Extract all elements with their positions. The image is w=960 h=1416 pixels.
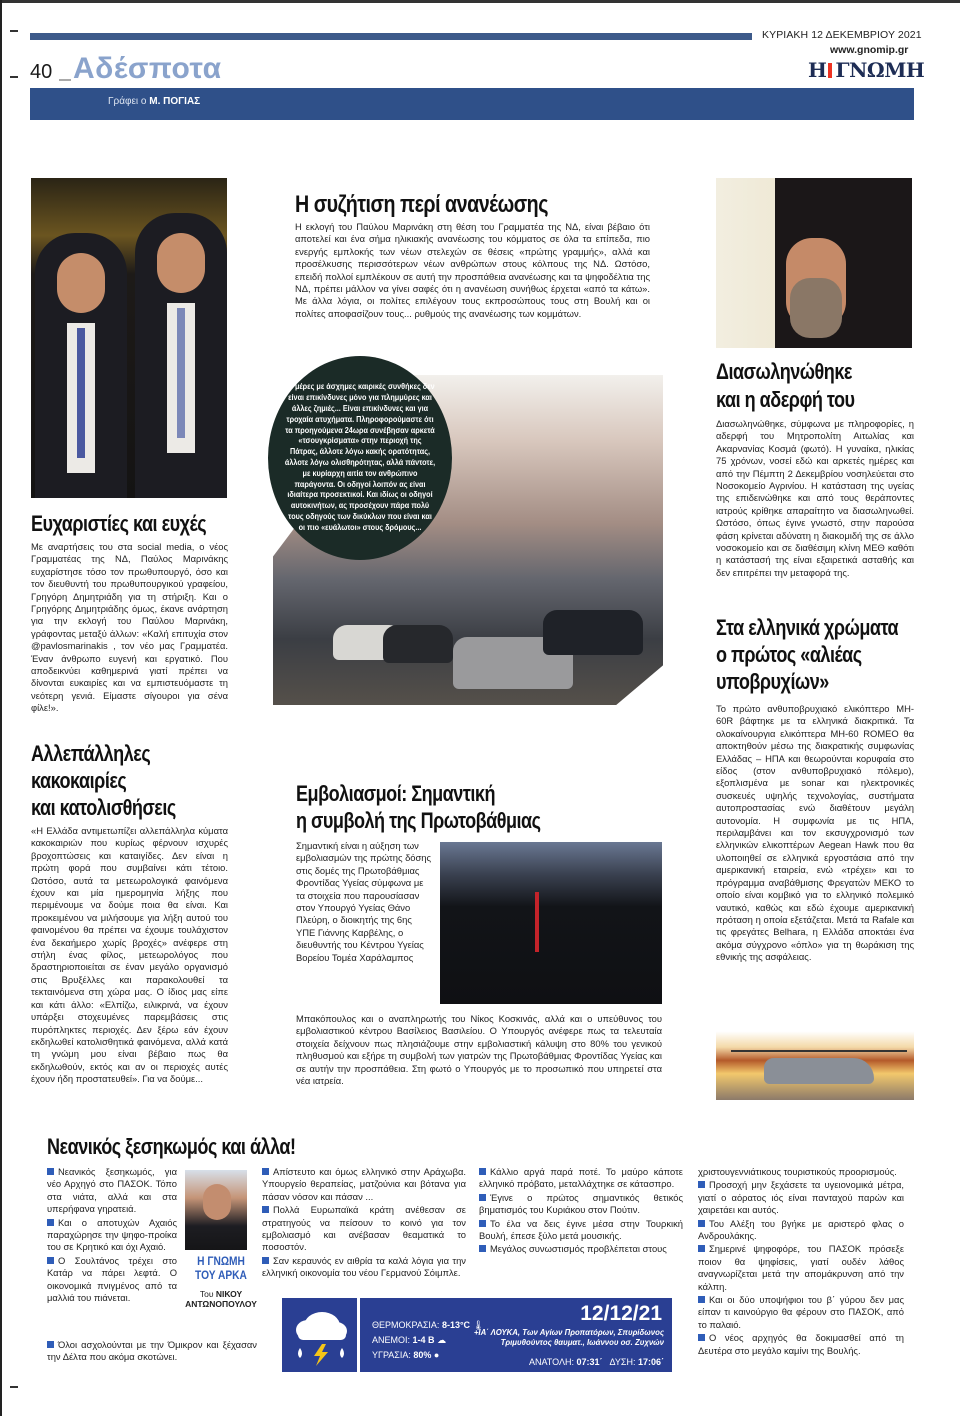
helicopter-body: [764, 1058, 874, 1084]
gossip-col-2: [262, 1166, 466, 1281]
article-landslides-body: «Η Ελλάδα αντιμετωπίζει αλλεπάλληλα κύματα κακοκαιριών που κυρίως φέρνουν ισχυρές βροχοπτώσεις και καταιγίδες. Δεν είναι η πρώτη φορά που συμβαίνει κάτι τέτοιο. Ωστόσο, αυτά τα μετεωρολογικά φαινόμενα έχουν και μία ημερομηνία λήξης που περιμένουμε να δούμε ποια θα είναι. Και προκειμένου να μιλήσουμε για λήξη αυτού του φαινομένου θα πρέπει να έχουμε τουλάχιστον ένα δεκαήμερο χωρίς βροχές» ανέφερε στη στήλη ένας φίλος, μετεωρολόγος που δραστηριοποιείται σε έναν μεγάλο οργανισμό στις Βρυξέλλες και παρακολουθεί τα τεκταινόμενα στη χώρα μας. Ο ίδιος μας είπε και κάτι άλλο: «Ελπίζω, ειλικρινά, να έχουν υπάρξει στοχευμένες παρεμβάσεις στις πυρόπληκτες περιοχές. Δεν ξέρω εάν έχουν εκδηλωθεί κατολισθητικά φαινόμενα, αλλά κατά τη γνώμη μου είναι βέβαιο πως θα εκδηλωθούν, εκτός και αν οι περιοχές αυτές έχουν ήδη προστατευθεί». Για να δούμε...: [31, 825, 228, 1085]
humidity: ΥΓΡΑΣΙΑ: 80% ●: [372, 1350, 440, 1360]
gossip-item: Νεανικός ξεσηκωμός, για νέο Αρχηγό στο ΠΑΣΟΚ. Τόπο στα νιάτα, αλλά και στα υπερήφανα γηρατειά.: [47, 1166, 177, 1215]
crop-mark: [10, 76, 18, 78]
rotor: [731, 1050, 907, 1052]
page-left-edge: [0, 0, 2, 1416]
gossip-col-1-tail: [47, 1339, 257, 1365]
bullet-square-icon: [47, 1257, 54, 1264]
weather-callout-circle: [268, 356, 452, 560]
headline-line: Διασωληνώθηκε: [716, 359, 852, 384]
page-number: 40: [30, 61, 53, 83]
bullet-square-icon: [262, 1168, 269, 1175]
sunrise-sunset: ΑΝΑΤΟΛΗ: 07:31΄ ΔΥΣΗ: 17:06΄: [528, 1357, 664, 1367]
gossip-headline: Νεανικός ξεσηκωμός και άλλα!: [47, 1134, 296, 1159]
headline-thanks: Ευχαριστίες και ευχές: [31, 511, 207, 536]
gossip-item: Όλοι ασχολούνται με την Όμικρον και ξέχασαν την Δέλτα που ακόμα σκοτώνει.: [47, 1339, 257, 1363]
photo-metropolitan: [716, 178, 912, 348]
gossip-item: Το έλα να δεις έγινε μέσα στην Τουρκική Βουλή, έπεσε ξύλο μετά μουσικής.: [479, 1217, 683, 1242]
bullet-square-icon: [698, 1296, 705, 1303]
person-figure: [135, 213, 227, 498]
headline-sister: [716, 358, 855, 414]
bullet-square-icon: [47, 1168, 54, 1175]
gossip-item-continued: χριστουγεννιάτικους τουριστικούς προορισμούς.: [698, 1166, 897, 1177]
storm-cloud-icon: [282, 1298, 360, 1372]
newspaper-logo: [808, 58, 924, 82]
byline-prefix: Γράφει ο: [108, 96, 147, 107]
page-top-rule: [0, 0, 960, 3]
article-sister-body: Διασωληνώθηκε, σύμφωνα με πληροφορίες, η αδερφή του Μητροπολίτη Αιτωλίας και Ακαρνανίας Κοσμά (φωτό). Η γυναίκα, ηλικίας 75 χρόνων, νοσεί εδώ και αρκετές ημέρες και από την Πέμπτη 2 Δεκεμβρίου νοσηλεύεται στο Νοσοκομείο Αγρινίου. Η κατάσταση της υγείας της επιδεινώθηκε και από τους θεράποντες ιατρούς κρίθηκε απαραίτητο να διασωληνωθεί. Ωστόσο, όπως έγινε γνωστό, στην παρούσα φάση κρίνεται αδύνατη η διακομιδή της σε άλλο νοσοκομείο και σε διαθέσιμη κλίνη ΜΕΘ καθότι η κατάστασή της είναι εξαιρετικά ασταθής και δεν επιτρέπει την μεταφορά της.: [716, 418, 914, 578]
gossip-item: Απίστευτο και όμως ελληνικό στην Αράχωβα. Υπουργείο θεραπείας, ματζούνια και βότανα για πάσαν νόσον και πάσαν ...: [262, 1166, 466, 1202]
headline-line: ο πρώτος «αλιέας: [716, 642, 862, 667]
bullet-square-icon: [262, 1257, 269, 1264]
logo-letter: Η: [808, 58, 827, 82]
crop-mark: [10, 30, 18, 32]
photo-vaccination-group: [440, 842, 662, 1004]
wind-icon: ☁: [437, 1335, 447, 1345]
byline: [108, 96, 200, 107]
bullet-square-icon: [47, 1219, 54, 1226]
gossip-item: Κάλλιο αργά παρά ποτέ. Το μαύρο κάποτε ελληνικό πρόβατο, μεταλλάχτηκε σε κάτασπρο.: [479, 1166, 683, 1190]
gossip-item: Πολλά Ευρωπαϊκά κράτη ανέθεσαν σε στρατηγούς να πείσουν το κοινό για τον εμβολιασμό και ανέβασαν θεαματικά το ποσοστόν.: [262, 1204, 466, 1253]
bullet-square-icon: [698, 1245, 705, 1252]
headline-renewal: Η συζήτιση περί ανανέωσης: [295, 191, 548, 218]
website-link[interactable]: www.gnomip.gr: [830, 44, 909, 56]
article-vaccination-body-bottom: Μπακόπουλος και ο αναπληρωτής του Νίκος Κοσκινάς, αλλά και ο υπεύθυνος του εμβολιαστικού κέντρου Βασίλειος Βασιλείου. Ο Υπουργός ανέφερε πως τα τελευταία στοιχεία δείχνουν πως πλησιάζουμε στην εμβολιαστική κάλυψη στο 80% του γενικού πληθυσμού και εξήρε τη συμβολή των γιατρών της Πρωτοβάθμιας Φροντίδας Υγείας και σε αυτήν την προσπάθεια. Στη φωτό ο Υπουργός με το προσωπικό που υπηρετεί στα νέα ιατρεία.: [296, 1013, 662, 1087]
weather-box: [282, 1298, 672, 1372]
headline-line: Εμβολιασμοί: Σημαντική: [296, 781, 495, 806]
gossip-item: Προσοχή μην ξεχάσετε τα υγειονομικά μέτρα, γιατί ο αόρατος ιός είναι πανταχού παρών και χαιρετάει και αυτός.: [698, 1179, 904, 1216]
article-helicopter-body: Το πρώτο ανθυποβρυχιακό ελικόπτερο MH-60R βάφτηκε με τα ελληνικά διακριτικά. Τα ολοκαίνουργια ελικόπτερα MH-60 ROMEO θα αποκτηθούν μέσω της διακρατικής συμφωνίας Ελλάδας – ΗΠΑ και θεωρούνται κορυφαία στο είδος (στον ανθυποβρυχιακό πόλεμο), εξοπλισμένα με sonar και ηλεκτρονικές συσκευές υψηλής τεχνολογίας, συστήματα αυτοπροστασίας ενώ διαθέτουν μεγάλη αυτονομία. Η συμφωνία με τις ΗΠΑ, περιλαμβάνει και τον εκσυγχρονισμό των ελληνικών ελικοπτέρων Aegean Hawk που θα υλοποιηθεί σε ελληνικά εργοστάσια από την αμερικανική εταιρεία, ενώ «τρέχει» και το πρόγραμμα αναβάθμισης Φρεγατών ΜΕΚΟ το οποίο είναι κομβικό για το ελληνικό πολεμικό ναυτικό, καθώς και εδώ έχουμε αμερικανική πρόταση η οποία εξετάζεται. Μετά τα Rafale και τις φρεγάτες Belhara, η Ελλάδα αποκτάει ένα ακόμα σύγχρονο «όπλο» για τη θωράκιση της εθνικής της ασφάλειας.: [716, 703, 914, 963]
face: [203, 1184, 231, 1220]
photo-marinakis: [31, 178, 227, 498]
saints-of-day: +ΙΑ΄ ΛΟΥΚΑ, Των Αγίων Προπατόρων, Σπυρίδωνος Τριμυθούντος θαυματ., Ιωάννου οσ. Ζυχνών: [473, 1328, 664, 1347]
gossip-col-4: [698, 1166, 904, 1358]
byline-author: Μ. ΠΟΓΙΑΣ: [149, 96, 201, 107]
logo-red-bar: [828, 63, 832, 78]
article-vaccination-body-side: Σημαντική είναι η αύξηση των εμβολιασμών της πρώτης δόσης στις δομές της Πρωτοβάθμιας Φροντίδας Υγείας σύμφωνα με τα στοιχεία που παρουσίασαν στον Υπουργό Υγείας Θάνο Πλεύρη, ο διοικητής της 6ης ΥΠΕ Γιάννης Καρβέλης, ο διευθυντής του Κέντρου Υγείας Βορείου Τομέα Χαράλαμπος: [296, 840, 432, 963]
bullet-square-icon: [698, 1220, 705, 1227]
gossip-item: Και ο αποτυχών Αχαιός παραχώρησε την ψηφο-προίκα του σε Κρητικό και όχι Αχαιό.: [47, 1216, 177, 1253]
column-author: Του ΝΙΚΟΥ ΑΝΤΩΝΟΠΟΥΛΟΥ: [185, 1289, 257, 1309]
headline-line: η συμβολή της Πρωτοβάθμιας: [296, 808, 541, 833]
weather-callout-text: Οι μέρες με άσχημες καιρικές συνθήκες δεν είναι επικίνδυνες μόνο για πλημμύρες και άλλες ζημιές... Είναι επικίνδυνες και για τροχαία ατυχήματα. Πληροφορούμαστε ότι τα προηγούμενα 24ωρα συνέβησαν αρκετά «τσουγκρίσματα» στην περιοχή της Πάτρας, άλλοτε λόγω κακής ορατότητας, άλλοτε λόγω ολισθηρότητας, αλλά πάντοτε, με κυρίαρχη αιτία τον ανθρώπινο παράγοντα. Οι οδηγοί λοιπόν ας είναι ιδιαίτερα προσεκτικοί. Και ιδίως οι οδηγοί αυτοκινήτων, ας προσέχουν πάρα πολύ τους οδηγούς των δικύκλων που είναι και οι πιο «ευάλωτοι» στους δρόμους...: [284, 382, 436, 532]
headline-line: Αλλεπάλληλες: [31, 741, 151, 766]
gossip-item: Του Αλέξη του βγήκε με αριστερό φλας ο Ανδρουλάκης.: [698, 1217, 904, 1242]
article-thanks-body: Με αναρτήσεις του στα social media, ο νέος Γραμματέας της ΝΔ, Παύλος Μαρινάκης ευχαρίστησε τόσο τον πρωθυπουργό, όσο και τον διευθυντή του πρωθυπουργικού γραφείου, Γρηγόρη Δημητριάδη για τη στήριξη. Και ο Γρηγόρης Δημητριάδης όμως, έκανε ανάρτηση για την εκλογή του Παύλου Μαρινάκη, γράφοντας μεταξύ άλλων: «Καλή επιτυχία στον @pavlosmarinakis , τον νέο μας Γραμματέα. Έναν άνθρωπο ευγενή και εργατικό. Που αποδεικνύει καθημερινά γιατί πρέπει να δίνονται ευκαιρίες και να εμπιστευόμαστε τη νεότερη γενιά. Είμαστε σίγουροι για σένα φίλε!».: [31, 541, 228, 714]
headline-line: και η αδερφή του: [716, 387, 855, 412]
headline-helicopter: [716, 614, 898, 695]
photo-helicopter: [716, 1012, 914, 1100]
thermometer-icon: 🌡: [472, 1320, 485, 1330]
headline-line: και κατολισθήσεις: [31, 795, 176, 820]
weather-details: [364, 1298, 672, 1372]
crop-mark: [10, 1386, 18, 1388]
gossip-col-1: [47, 1166, 177, 1305]
bullet-square-icon: [698, 1181, 705, 1188]
bullet-square-icon: [262, 1206, 269, 1213]
photo-columnist: [185, 1170, 247, 1250]
car: [543, 610, 643, 655]
headline-line: υποβρυχίων»: [716, 669, 829, 694]
gossip-col-3: [479, 1166, 683, 1257]
logo-word: ΓΝΩΜΗ: [835, 58, 925, 82]
bullet-square-icon: [479, 1194, 486, 1201]
temperature: ΘΕΡΜΟΚΡΑΣΙΑ: 8-13°C 🌡: [372, 1320, 485, 1330]
weather-date: 12/12/21: [580, 1302, 662, 1325]
gossip-item: Σαν κεραυνός εν αιθρία τα καλά λόγια για την ελληνική οικονομία του νέου Γερμανού Σόιμπλε.: [262, 1254, 466, 1279]
section-title: Αδέσποτα: [73, 52, 222, 85]
headline-landslides: [31, 740, 176, 821]
bullet-square-icon: [479, 1168, 486, 1175]
gossip-item: Μεγάλος συνωστισμός προβλέπεται στους: [479, 1243, 683, 1255]
beard: [790, 278, 842, 338]
headline-vaccination: [296, 780, 541, 834]
header-top-bar: [30, 33, 752, 40]
page-number-dash: [59, 79, 71, 81]
bullet-square-icon: [698, 1334, 705, 1341]
headline-line: Στα ελληνικά χρώματα: [716, 615, 899, 640]
gossip-item: Σημερινέ ψηφοφόρε, του ΠΑΣΟΚ πρόσεξε ποιον θα ψηφίσεις, γιατί ουδέν λάθος αναγνωρίζεται μετά την απομάκρυνση από την κάλπη.: [698, 1243, 904, 1292]
gossip-item: Και οι δύο υποψήφιοι του β΄ γύρου δεν μας είπαν τι καινούργιο θα φέρουν στο ΠΑΣΟΚ, από το παλαιό.: [698, 1294, 904, 1330]
bullet-square-icon: [47, 1341, 54, 1348]
headline-line: κακοκαιρίες: [31, 768, 127, 793]
red-tie: [535, 892, 539, 952]
issue-date: ΚΥΡΙΑΚΗ 12 ΔΕΚΕΜΒΡΙΟΥ 2021: [762, 29, 922, 41]
article-renewal-body: Η εκλογή του Παύλου Μαρινάκη στη θέση του Γραμματέα της ΝΔ, είναι βέβαιο ότι αποτελεί και ένα σήμα ηλικιακής ανανέωσης του κόμματος σε όλα τα επίπεδα, πιο ενεργής εμπλοκής των νέων στελεχών σε θέσεις «πρώτης γραμμής», αλλά και προσέλκυσης περισσότερων νέων ανθρώπων στους κόλπους της ΝΔ. Ωστόσο, επειδή πολλοί εμπλέκουν σε αυτή την προσπάθεια ανανέωσης και τα ψηφοδέλτια της ΝΔ, πρέπει μάλλον να γίνει σαφές ότι η ανανέωση συνήθως έρχεται «από τα κάτω». Με άλλα λόγια, οι πολίτες επιλέγουν τους εκπροσώπους τους στη Βουλή και οι πολίτες αποφασίζουν τους... ρυθμούς της ανανέωσης των κομμάτων.: [295, 221, 650, 319]
gossip-item: Ο νέος αρχηγός θα δοκιμασθεί από τη Δευτέρα στο μεγάλο καμίνι της Βουλής.: [698, 1332, 904, 1356]
bullet-square-icon: [479, 1245, 486, 1252]
gossip-item: Ο Σουλτάνος τρέχει στο Κατάρ να πάρει λεφτά. Ο οικονομικά πνιγμένος από τα μαλλιά του πιάνεται.: [47, 1254, 177, 1304]
car: [383, 625, 453, 663]
humidity-icon: ●: [433, 1350, 440, 1360]
gossip-item: Έγινε ο πρώτος σημαντικός θετικός βηματισμός του Κυριάκου στον Πούτιν.: [479, 1191, 683, 1216]
person-figure: [35, 233, 127, 498]
wind: ΑΝΕΜΟΙ: 1-4 Β ☁: [372, 1335, 447, 1345]
column-title: Η ΓΝΩΜΗ ΤΟΥ ΑΡΚΑ: [195, 1254, 247, 1282]
bullet-square-icon: [479, 1220, 486, 1227]
